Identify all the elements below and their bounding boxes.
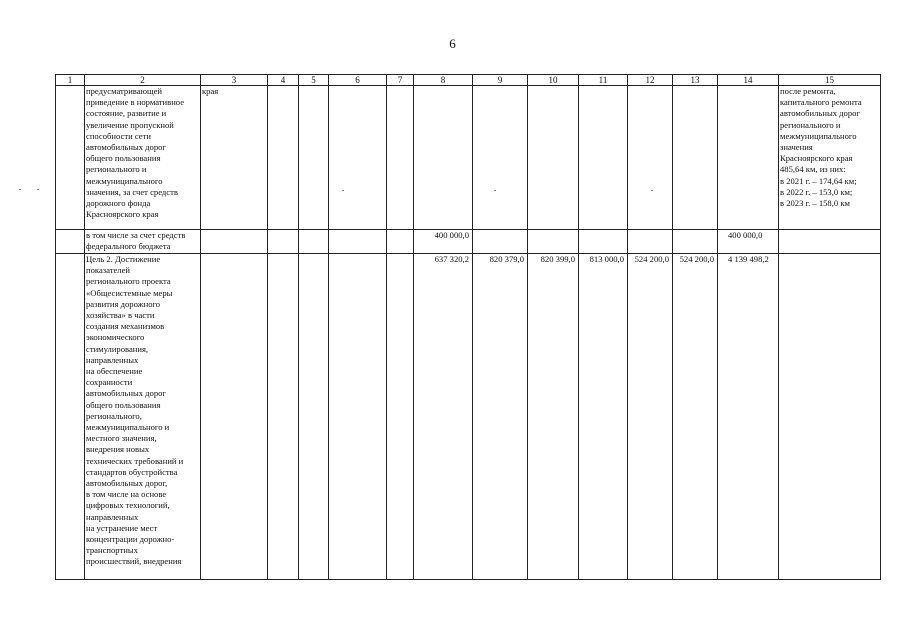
table-cell	[329, 230, 387, 254]
scan-speck	[342, 190, 344, 191]
column-number: 3	[201, 75, 268, 86]
table-cell	[387, 254, 414, 580]
value-cell	[579, 86, 628, 230]
column-number: 5	[299, 75, 329, 86]
value-cell: 820 379,0	[473, 254, 528, 580]
table-cell: края	[201, 86, 268, 230]
table-cell	[299, 86, 329, 230]
table-cell	[56, 230, 85, 254]
scan-speck	[37, 189, 39, 190]
column-number: 11	[579, 75, 628, 86]
scan-speck	[494, 190, 496, 191]
result-description	[779, 230, 881, 254]
value-cell: 524 200,0	[673, 254, 718, 580]
table-cell	[56, 86, 85, 230]
column-number: 10	[528, 75, 579, 86]
table-cell	[329, 86, 387, 230]
table-row	[56, 254, 881, 580]
table-cell	[201, 230, 268, 254]
scan-speck	[651, 190, 653, 191]
table-cell	[201, 254, 268, 580]
column-number: 12	[628, 75, 673, 86]
goal-description: Цель 2. Достижение показателей регионального проекта «Общесистемные меры развития дорожного хозяйства» в части создания механизмов экономического стимулирования, направленных на обеспечение сохранности автомобильных дорог общего пользования регионального, межмуниципального и местного значения, внедрения новых технических требований и стандартов обустройства автомобильных дорог, в том числе на основе цифровых технологий, направленных на устранение мест концентрации дорожно- транспортных происшествий, внедрения	[85, 254, 201, 580]
column-number: 4	[268, 75, 299, 86]
value-cell	[473, 230, 528, 254]
column-number: 8	[414, 75, 473, 86]
table-cell	[268, 230, 299, 254]
table-cell	[268, 254, 299, 580]
task-description: в том числе за счет средств федерального бюджета	[85, 230, 201, 254]
value-cell: 524 200,0	[628, 254, 673, 580]
value-cell	[528, 86, 579, 230]
table-cell	[387, 86, 414, 230]
table-cell	[299, 254, 329, 580]
value-cell: 820 399,0	[528, 254, 579, 580]
value-cell	[414, 86, 473, 230]
table-cell	[268, 86, 299, 230]
value-cell	[628, 230, 673, 254]
value-cell	[528, 230, 579, 254]
table-row	[56, 86, 881, 230]
table-cell	[387, 230, 414, 254]
total-cell	[718, 86, 779, 230]
scan-speck	[19, 189, 21, 190]
total-cell: 400 000,0	[718, 230, 779, 254]
value-cell: 400 000,0	[414, 230, 473, 254]
column-number: 7	[387, 75, 414, 86]
result-description: после ремонта, капитального ремонта автомобильных дорог регионального и межмуниципального значения Красноярского края 485,64 км, из них: в 2021 г. – 174,64 км; в 2022 г. – 153,0 км; в 2023 г. – 158,0 км	[779, 86, 881, 230]
program-table	[55, 74, 881, 580]
column-number: 14	[718, 75, 779, 86]
table-cell	[329, 254, 387, 580]
value-cell	[579, 230, 628, 254]
value-cell: 637 320,2	[414, 254, 473, 580]
column-number: 9	[473, 75, 528, 86]
value-cell: 813 000,0	[579, 254, 628, 580]
table-cell	[299, 230, 329, 254]
result-description	[779, 254, 881, 580]
task-description: предусматривающей приведение в нормативное состояние, развитие и увеличение пропускной способности сети автомобильных дорог общего пользования регионального и межмуниципального значения, за счет средств дорожного фонда Красноярского края	[85, 86, 201, 230]
total-cell: 4 139 498,2	[718, 254, 779, 580]
column-number: 2	[85, 75, 201, 86]
table-cell	[56, 254, 85, 580]
value-cell	[473, 86, 528, 230]
column-number: 6	[329, 75, 387, 86]
column-number: 1	[56, 75, 85, 86]
column-number: 15	[779, 75, 881, 86]
column-number: 13	[673, 75, 718, 86]
value-cell	[628, 86, 673, 230]
table-row	[56, 230, 881, 254]
column-number-row	[56, 75, 881, 86]
page-number: 6	[449, 36, 456, 51]
value-cell	[673, 86, 718, 230]
value-cell	[673, 230, 718, 254]
